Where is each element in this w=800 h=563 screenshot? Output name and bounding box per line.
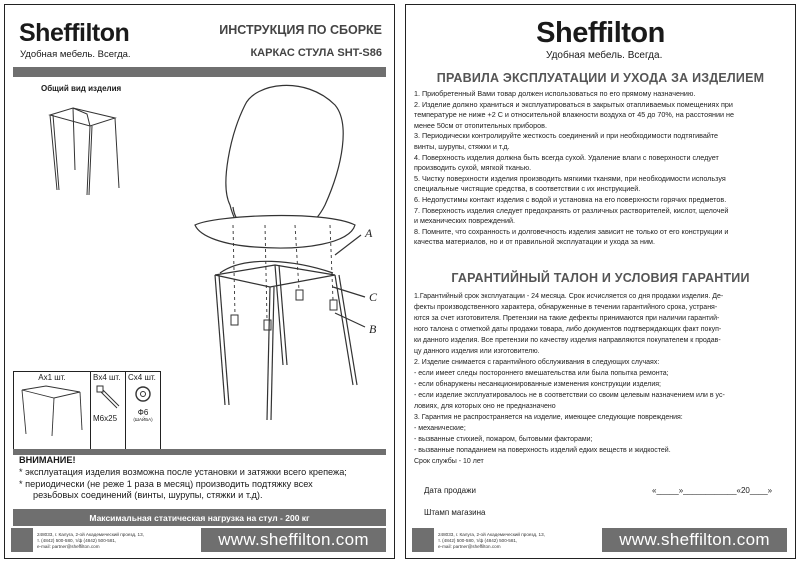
stamp-label: Штамп магазина: [424, 508, 486, 517]
chair-assembly-drawing: [175, 75, 395, 425]
company-address: [438, 532, 545, 550]
sale-date-label: Дата продажи: [424, 486, 476, 495]
rules-line: производить сухой, мягкой тканью.: [414, 163, 532, 173]
part-a-label: Ax1 шт.: [38, 373, 66, 382]
warranty-line: ки данного изделия. Все претензии по качеству изделия направляются покупателем к продав-: [414, 337, 721, 344]
part-b-cell: [91, 372, 126, 451]
sale-date-field: «_____»____________«20____»: [652, 486, 773, 495]
rules-line: и механических повреждений.: [414, 216, 515, 226]
part-c-cell: [126, 372, 161, 451]
footer-square: [11, 528, 33, 552]
rules-line: температуре не ниже +2 С и относительной влажности воздуха от 45 до 70%, на расстоянии не: [414, 110, 734, 120]
company-address: [37, 532, 144, 550]
rules-line: 4. Поверхность изделия должна быть всегда сухой. Удаление влаги с поверхности следует: [414, 152, 719, 162]
rules-line: винты, шурупы, стяжки и т.д.: [414, 141, 510, 151]
max-load-banner: Максимальная статическая нагрузка на стул - 200 кг: [13, 509, 386, 526]
warning-line: * эксплуатация изделия возможна после установки и затяжки всего крепежа;: [19, 467, 347, 477]
product-title: КАРКАС СТУЛА SHT-S86: [250, 47, 382, 59]
warranty-line: ловиях, для которых оно не предназначено: [414, 403, 556, 410]
rules-title: ПРАВИЛА ЭКСПЛУАТАЦИИ И УХОДА ЗА ИЗДЕЛИЕМ: [436, 71, 765, 85]
rules-line: 8. Помните, что сохранность и долговечность изделия зависит не только от его конструкции и: [414, 226, 729, 236]
warning-list: [19, 467, 391, 502]
warranty-line: цу данного изделия или изготовителю.: [414, 348, 540, 355]
warning-line: * периодически (не реже 1 раза в месяц) производить подтяжку всех: [19, 478, 313, 489]
rules-line: качества материалов, но и от правильной эксплуатации и ухода за ним.: [414, 237, 655, 247]
rules-line: 5. Чистку поверхности изделия производить мягкими тканями, при необходимости используя: [414, 173, 726, 183]
footer-square: [412, 528, 434, 552]
rules-line: 1. Приобретенный Вами товар должен использоваться по его прямому назначению.: [414, 89, 696, 98]
rules-list: [414, 89, 792, 248]
brand-logo: Sheffilton: [19, 19, 130, 47]
part-c-label: Cx4 шт.: [128, 373, 156, 382]
warranty-line: 1.Гарантийный срок эксплуатации - 24 месяца. Срок исчисляется со дня продажи изделия. Де-: [414, 293, 724, 300]
callout-b: B: [369, 322, 377, 336]
website-banner: www.sheffilton.com: [201, 528, 386, 552]
callout-a: A: [365, 226, 373, 240]
warranty-line: - вызванные стихией, пожаром, бытовыми факторами;: [414, 436, 593, 443]
warning-title: ВНИМАНИЕ!: [19, 455, 76, 465]
warranty-line: - если изделие эксплуатировалось не в соответствии со своим целевым назначением или в ус-: [414, 392, 725, 399]
warranty-line: 3. Гарантия не распространяется на изделие, имеющее следующие повреждения:: [414, 414, 683, 421]
part-b-label: Bx4 шт.: [93, 373, 121, 382]
warranty-line: ются за счет изготовителя. Претензии на такие дефекты принимаются при наличии гарантий-: [414, 315, 720, 322]
part-b-caption: M6x25: [93, 414, 118, 423]
frame-part-icon: [16, 382, 88, 437]
warranty-line: ного талона с отметкой даты продажи товара, либо документов подтверждающих факт покуп-: [414, 326, 722, 333]
brand-logo: Sheffilton: [536, 17, 665, 49]
warranty-line: - механические;: [414, 425, 466, 432]
address-line: e-mail: partner@sheffilton.com: [438, 544, 501, 549]
part-c-sub: (ШАЙБА): [133, 417, 153, 422]
screw-icon: [93, 382, 123, 412]
warranty-line: - вызванные попаданием на поверхность изделий едких веществ и жидкостей.: [414, 447, 671, 454]
warning-line: резьбовых соединений (винты, шурупы, стяжки и т.д).: [33, 490, 263, 500]
callout-c: C: [369, 290, 378, 304]
part-c-caption: Ф6: [137, 408, 149, 417]
part-a-cell: [14, 372, 91, 451]
parts-table: [13, 371, 161, 451]
address-line: 248033, г. Калуга, 2-ой Академический проезд, 13,: [37, 532, 144, 537]
warranty-line: 2. Изделие снимается с гарантийного обслуживания в следующих случаях:: [414, 359, 660, 366]
address-line: 248033, г. Калуга, 2-ой Академический проезд, 13,: [438, 532, 545, 537]
rules-line: 7. Поверхность изделия следует предохранять от различных растворителей, кислот, щелочей: [414, 205, 729, 215]
frame-overview-drawing: [45, 100, 130, 200]
warranty-line: Срок службы - 10 лет: [414, 458, 484, 465]
warranty-line: фекты производственного характера, обнаруженные в течении гарантийного срока, устраня-: [414, 304, 718, 311]
rules-line: 2. Изделие должно храниться и эксплуатироваться в закрытых отапливаемых помещениях при: [414, 99, 733, 109]
care-warranty-page: [405, 4, 796, 559]
address-line: e-mail: partner@sheffilton.com: [37, 544, 100, 549]
warranty-title: ГАРАНТИЙНЫЙ ТАЛОН И УСЛОВИЯ ГАРАНТИИ: [451, 271, 750, 285]
address-line: т. (4842) 500-580, т/ф (4842) 500-581,: [37, 538, 117, 543]
brand-tagline: Удобная мебель. Всегда.: [546, 50, 663, 61]
website-banner: www.sheffilton.com: [602, 528, 787, 552]
overview-label: Общий вид изделия: [41, 84, 122, 93]
washer-icon: [128, 382, 158, 406]
rules-line: 6. Недопустимы контакт изделия с водой и установка на его поверхности горячих предметов.: [414, 194, 727, 204]
warranty-list: [414, 291, 794, 467]
brand-tagline: Удобная мебель. Всегда.: [20, 49, 131, 60]
rules-line: 3. Периодически контролируйте жесткость соединений и при необходимости подтягивайте: [414, 131, 719, 141]
page-title: ИНСТРУКЦИЯ ПО СБОРКЕ: [219, 23, 382, 37]
assembly-instruction-page: [4, 4, 395, 559]
rules-line: специальные чистящие средства, в соответствии с их инструкцией.: [414, 184, 641, 194]
rules-line: менее 50см от отопительных приборов.: [414, 120, 547, 130]
warranty-line: - если имеет следы постороннего вмешательства или была попытка ремонта;: [414, 370, 669, 377]
warranty-line: - если обнаружены несанкционированные изменения конструкции изделия;: [414, 381, 661, 388]
address-line: т. (4842) 500-580, т/ф (4842) 500-581,: [438, 538, 518, 543]
